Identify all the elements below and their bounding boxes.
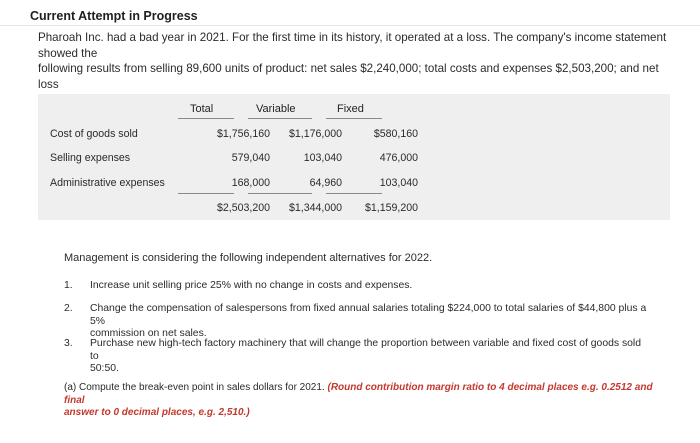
management-statement: Management is considering the following independent alternatives for 2022. <box>64 252 433 264</box>
row-label-cogs: Cost of goods sold <box>50 128 138 140</box>
admin-fixed: 103,040 <box>379 177 418 189</box>
selling-total: 579,040 <box>231 152 270 164</box>
row-label-admin: Administrative expenses <box>50 177 165 189</box>
selling-variable: 103,040 <box>303 152 342 164</box>
selling-fixed: 476,000 <box>379 152 418 164</box>
page-header <box>0 0 700 26</box>
alternative-line: Purchase new high-tech factory machinery that will change the proportion between variable and fixed cost of goods sold to <box>90 338 642 362</box>
grand-total: $2,503,200 <box>216 202 270 214</box>
question-line-1 <box>64 382 664 407</box>
alternative-text <box>90 303 650 341</box>
intro-line-2: following results from selling 89,600 units of product: net sales $2,240,000; total costs and expenses $2,503,200; and net loss <box>38 62 659 91</box>
variable-total: $1,344,000 <box>288 202 342 214</box>
cogs-variable: $1,176,000 <box>288 128 342 140</box>
alternative-line: Change the compensation of salespersons from fixed annual salaries totaling $224,000 to total salaries of $44,800 plus a 5% <box>90 303 647 327</box>
page-title: Current Attempt in Progress <box>30 9 198 23</box>
fixed-total: $1,159,200 <box>364 202 418 214</box>
header-total: Total <box>190 103 214 115</box>
rounding-instruction: (Round contribution margin ratio to 4 decimal places e.g. 0.2512 and final <box>64 382 653 406</box>
header-rule-fixed <box>326 118 382 119</box>
cogs-total: $1,756,160 <box>216 128 270 140</box>
alternative-number: 2. <box>64 303 73 314</box>
alternative-number: 1. <box>64 280 73 291</box>
alternative-line: 50:50. <box>90 363 119 374</box>
intro-line-1: Pharoah Inc. had a bad year in 2021. For the first time in its history, it operated at a loss. The company's income statement showed the <box>38 31 667 60</box>
subtotal-rule-total <box>178 193 234 194</box>
question-a <box>64 382 664 420</box>
subtotal-rule-variable <box>248 193 312 194</box>
alternative-number: 3. <box>64 338 73 349</box>
row-label-selling: Selling expenses <box>50 152 131 164</box>
cost-data-panel <box>38 94 670 220</box>
header-rule-variable <box>248 118 312 119</box>
alternative-text <box>90 338 650 376</box>
rounding-instruction-cont: answer to 0 decimal places, e.g. 2,510.) <box>64 407 250 418</box>
question-prefix: (a) Compute the break-even point in sales dollars for 2021. <box>64 382 325 393</box>
cogs-fixed: $580,160 <box>373 128 418 140</box>
cost-table <box>38 94 670 220</box>
header-rule-total <box>178 118 234 119</box>
admin-variable: 64,960 <box>309 177 342 189</box>
alternative-text <box>90 280 650 293</box>
alternative-line: commission on net sales. <box>90 328 207 339</box>
header-variable: Variable <box>256 103 296 115</box>
admin-total: 168,000 <box>231 177 270 189</box>
subtotal-rule-fixed <box>326 193 382 194</box>
header-fixed: Fixed <box>337 103 364 115</box>
alternative-line: Increase unit selling price 25% with no change in costs and expenses. <box>90 280 413 291</box>
